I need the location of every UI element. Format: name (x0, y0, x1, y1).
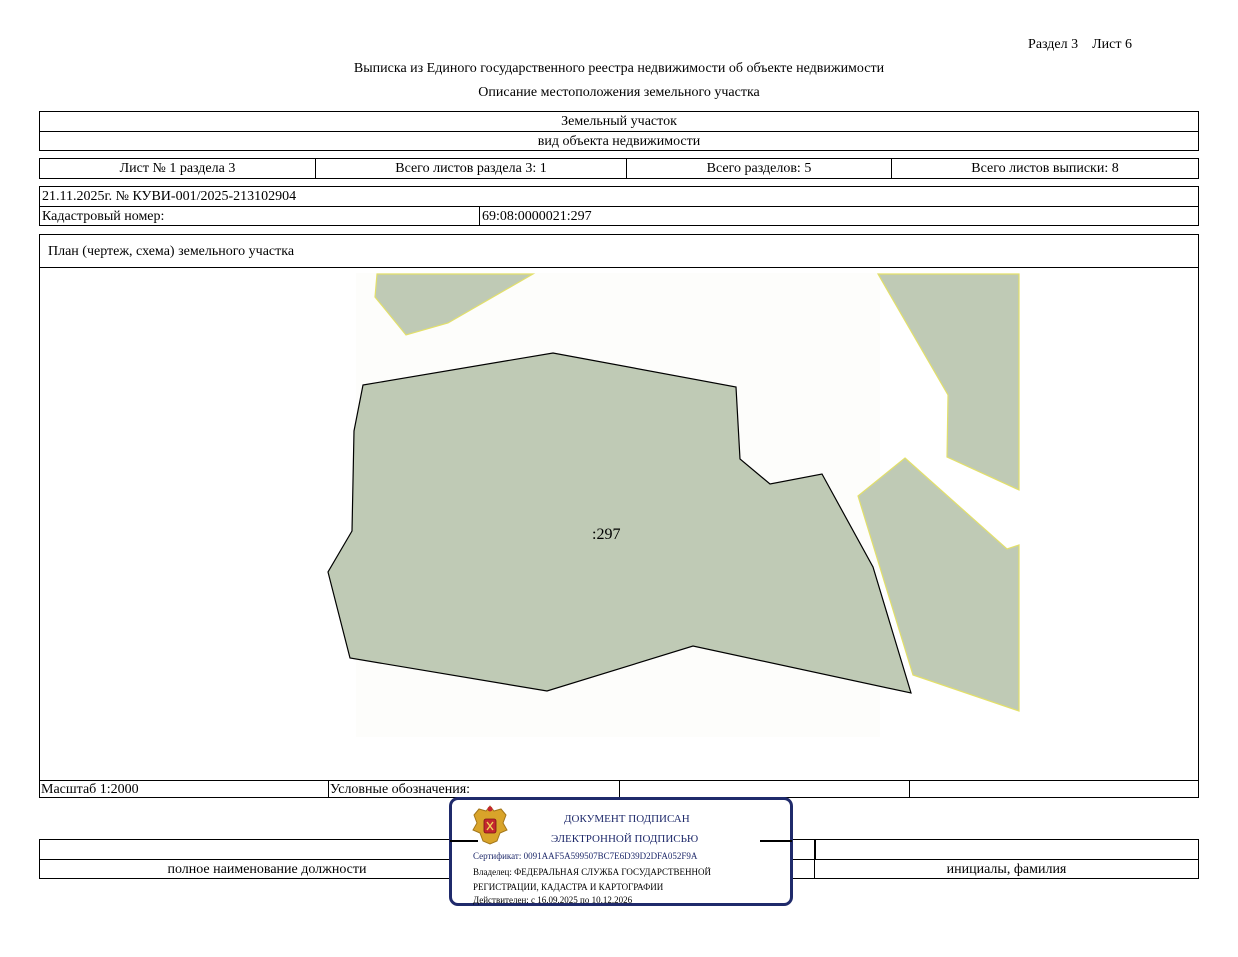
sheet-number: Лист № 1 раздела 3 (119, 161, 236, 176)
plan-title-cell (39, 234, 1199, 268)
neighbor-parcel-right-top (878, 274, 1019, 490)
position-caption: полное наименование должности (167, 862, 367, 877)
record-date-number: 21.11.2025г. № КУВИ-001/2025-213102904 (42, 189, 297, 204)
stamp-rule-top (450, 840, 478, 842)
cadastral-label: Кадастровый номер: (42, 209, 165, 224)
stamp-certificate: Сертификат: 0091AAF5A599507BC7E6D39D2DFA052F9A (473, 851, 698, 861)
object-type-caption: вид объекта недвижимости (537, 134, 701, 149)
stamp-line-2: ЭЛЕКТРОННОЙ ПОДПИСЬЮ (551, 833, 699, 845)
document-title: Выписка из Единого государственного реестра недвижимости об объекте недвижимости (353, 61, 885, 76)
object-type: Земельный участок (561, 114, 677, 129)
object-type-cell (39, 111, 1199, 132)
document-subtitle: Описание местоположения земельного участка (478, 85, 760, 100)
stamp-rule-top-right (760, 840, 792, 842)
cadastral-number: 69:08:0000021:297 (482, 209, 592, 224)
legend-blank-cell-2 (909, 780, 1199, 798)
object-type-caption-cell (39, 131, 1199, 151)
total-extract-sheets-cell (891, 158, 1199, 179)
stamp-line-1: ДОКУМЕНТ ПОДПИСАН (564, 813, 690, 825)
plan-drawing-frame (39, 267, 1199, 781)
electronic-signature-stamp (449, 797, 793, 906)
signature-divider (814, 839, 816, 860)
scale-label: Масштаб 1:2000 (41, 782, 139, 797)
stamp-owner-line-2: РЕГИСТРАЦИИ, КАДАСТРА И КАРТОГРАФИИ (473, 882, 664, 892)
plan-title: План (чертеж, схема) земельного участка (48, 244, 295, 259)
total-section-sheets: Всего листов раздела 3: 1 (395, 161, 547, 176)
total-sections-cell (626, 158, 892, 179)
record-date-number-cell (39, 186, 1199, 207)
total-section-sheets-cell (315, 158, 627, 179)
cadastral-value-cell (479, 206, 1199, 226)
total-sections: Всего разделов: 5 (706, 161, 812, 176)
scale-cell (39, 780, 329, 798)
legend-label: Условные обозначения: (330, 782, 471, 797)
total-extract-sheets: Всего листов выписки: 8 (971, 161, 1119, 176)
parcel-plan-drawing (40, 267, 1197, 779)
stamp-owner-line-1: Владелец: ФЕДЕРАЛЬНАЯ СЛУЖБА ГОСУДАРСТВЕННОЙ (473, 867, 712, 877)
sheet-number-cell (39, 158, 316, 179)
legend-blank-cell-1 (619, 780, 910, 798)
section-sheet-label: Раздел 3 Лист 6 (1028, 37, 1132, 52)
stamp-validity: Действителен: с 16.09.2025 по 10.12.2026 (473, 895, 633, 905)
parcel-label: :297 (592, 526, 621, 543)
legend-cell (328, 780, 620, 798)
cadastral-label-cell (39, 206, 480, 226)
name-caption-cell (814, 859, 1199, 879)
name-caption: инициалы, фамилия (946, 862, 1067, 877)
